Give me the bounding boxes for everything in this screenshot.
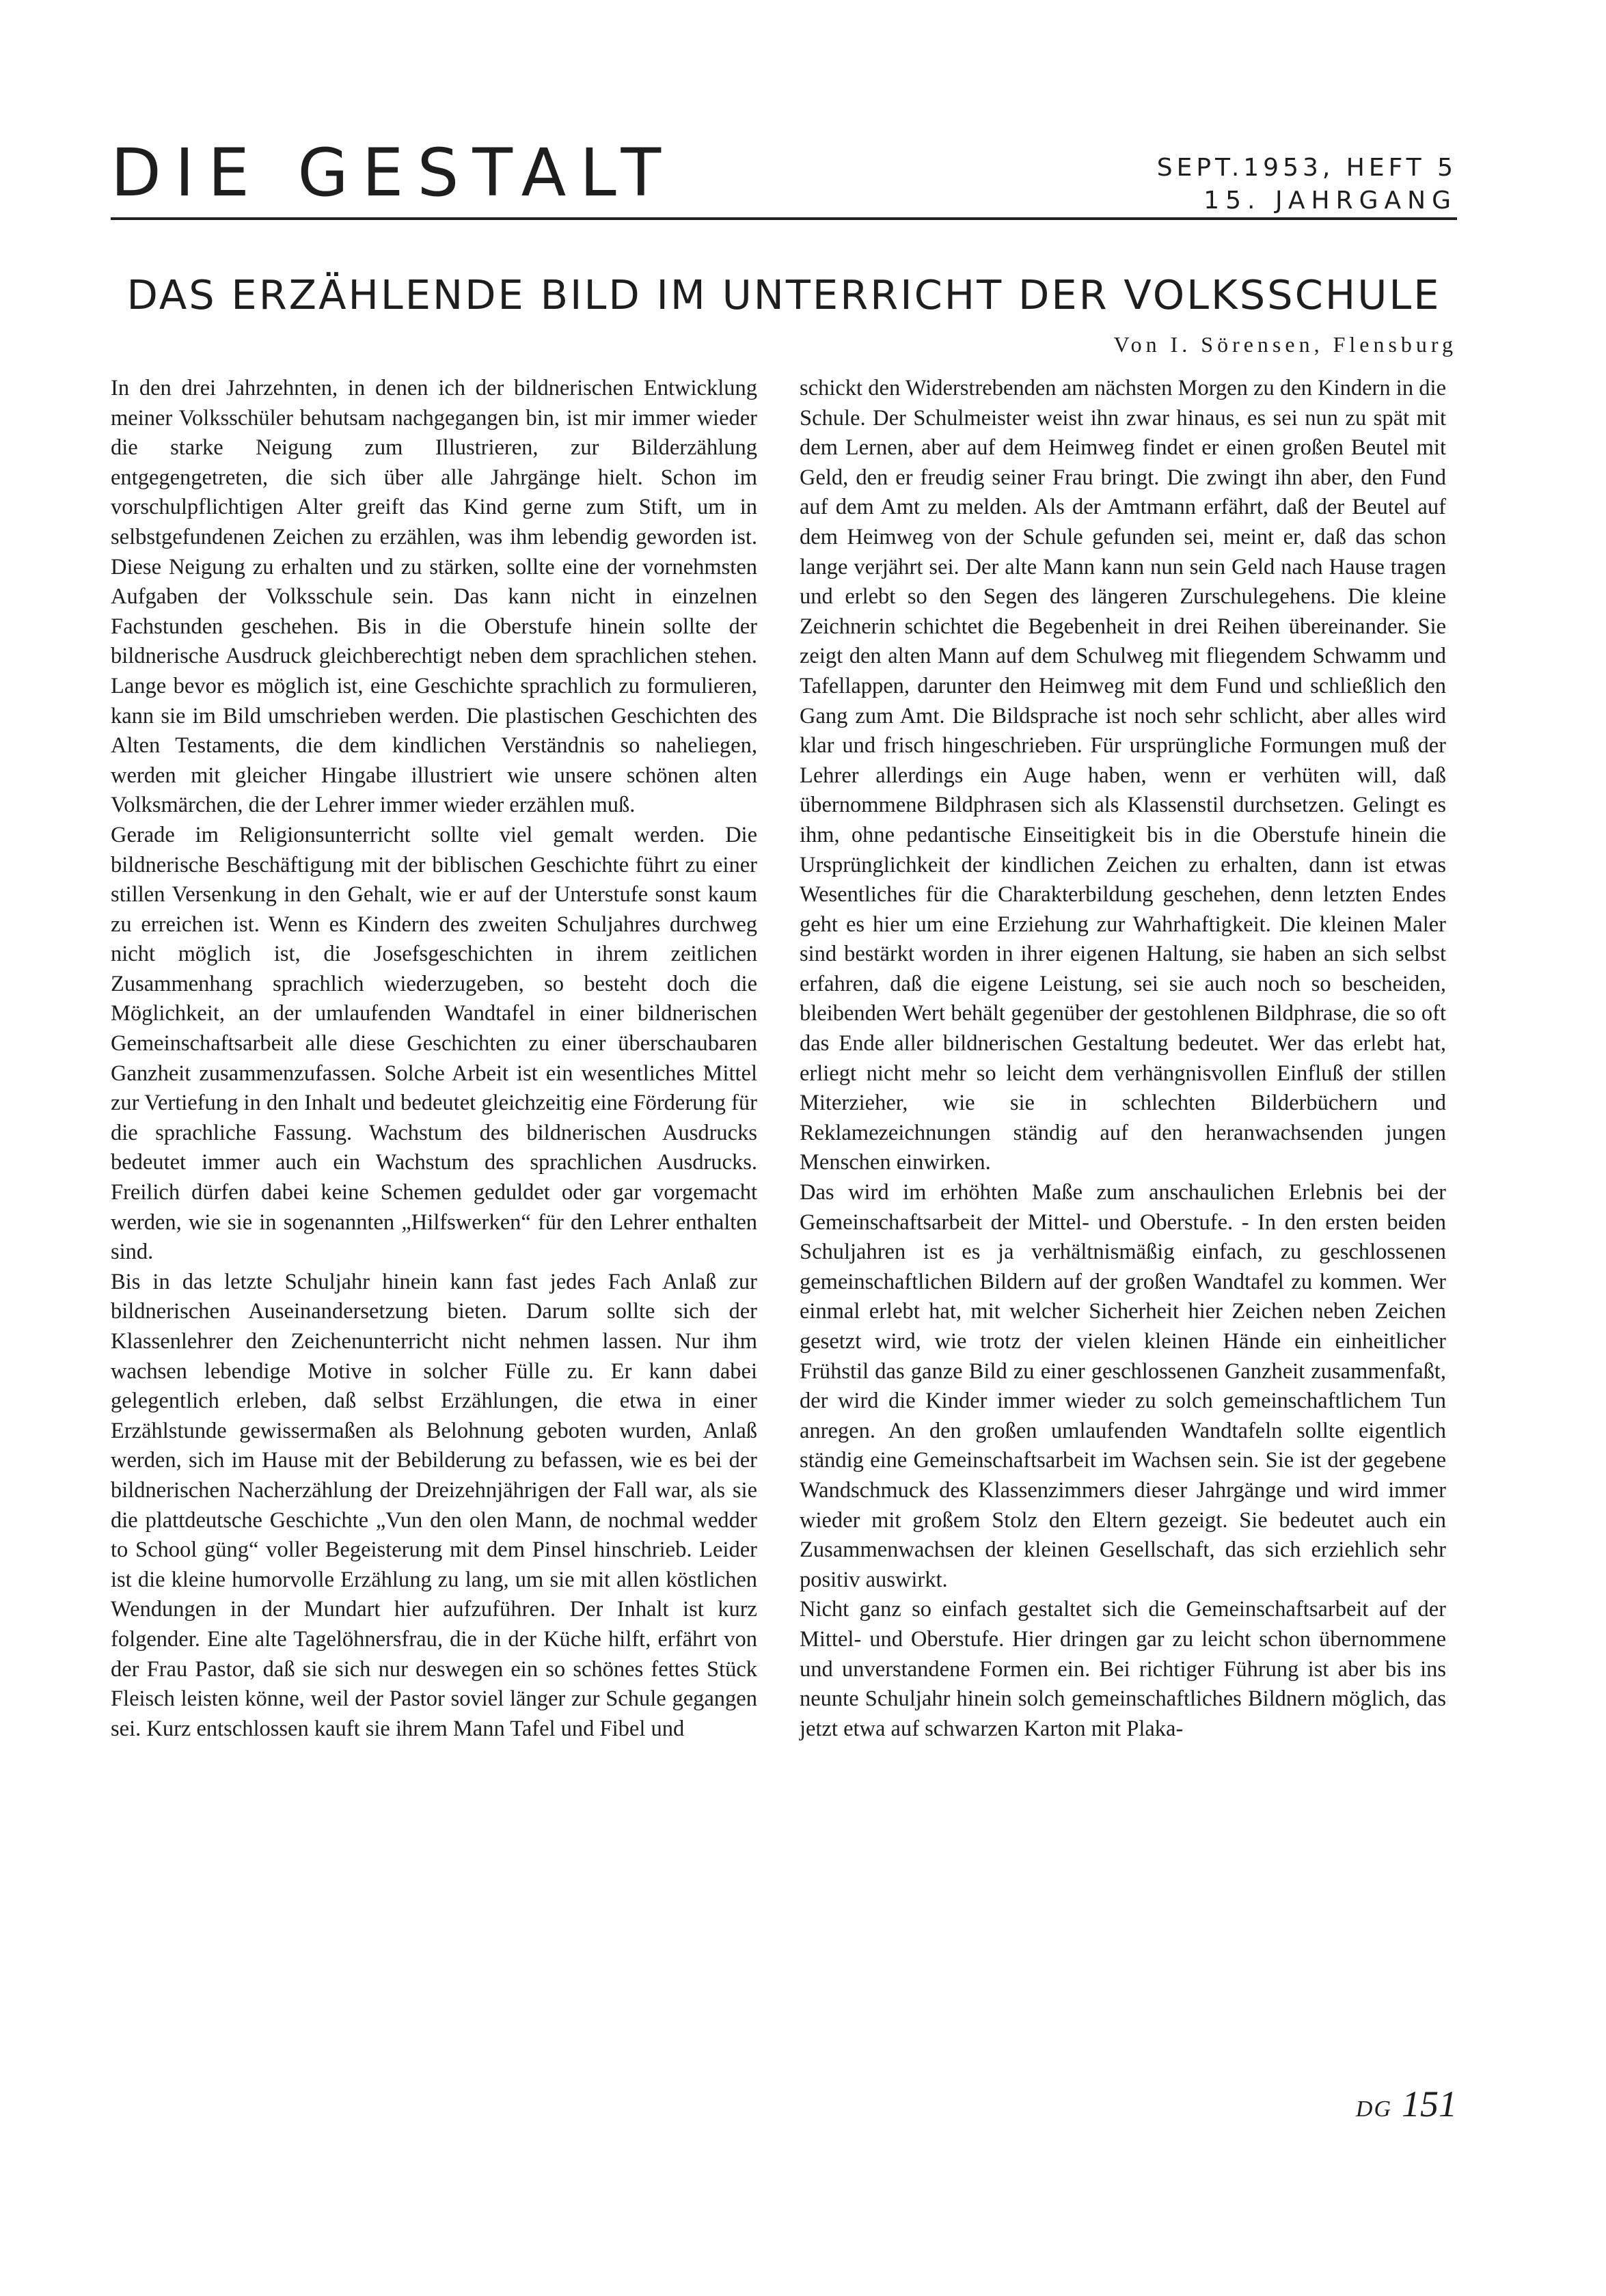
paragraph: schickt den Widerstrebenden am nächsten Morgen zu den Kindern in die Schule. Der Schulmeister weist ihn zwar hinaus, es sei nun zu spät mit dem Lernen, aber auf dem Heimweg findet er einen großen Beutel mit Geld, den er freudig seiner Frau bringt. Die zwingt ihn aber, den Fund auf dem Amt zu melden. Als der Amtmann erfährt, daß der Beutel auf dem Heimweg von der Schule gefunden sei, meint er, daß das schon lange verjährt sei. Der alte Mann kann nun sein Geld nach Hause tragen und erlebt so den Segen des längeren Zurschulegehens. Die kleine Zeichnerin schichtet die Begebenheit in drei Reihen übereinander. Sie zeigt den alten Mann auf dem Schulweg mit fliegendem Schwamm und Tafellappen, darunter den Heimweg mit dem Fund und schließlich den Gang zum Amt. Die Bildsprache ist noch sehr schlicht, aber alles wird klar und frisch hingeschrieben. Für ursprüngliche Formungen muß der Lehrer allerdings ein Auge haben, wenn er verhüten will, daß übernommene Bildphrasen sich als Klassenstil durchsetzen. Gelingt es ihm, ohne pedantische Einseitigkeit bis in die Oberstufe hinein die Ursprünglichkeit der kindlichen Zeichen zu erhalten, dann ist etwas Wesentliches für die Charakterbildung geschehen, denn letzten Endes geht es hier um eine Erziehung zur Wahrhaftigkeit. Die kleinen Maler sind bestärkt worden in ihrer eigenen Haltung, sie haben an sich selbst erfahren, daß die eigene Leistung, sei sie auch noch so bescheiden, bleibenden Wert behält gegenüber der gestohlenen Bildphrase, die so oft das Ende aller bildnerischen Gestaltung bedeutet. Wer das erlebt hat, erliegt nicht mehr so leicht dem verhängnisvollen Einfluß der stillen Miterzieher, wie sie in schlechten Bilderbüchern und Reklamezeichnungen ständig auf den heranwachsenden jungen Menschen einwirken. — [800, 376, 1446, 1175]
left-column — [111, 374, 757, 1744]
paragraph: In den drei Jahrzehnten, in denen ich der bildnerischen Entwicklung meiner Volksschüler behutsam nachgegangen bin, ist mir immer wieder die starke Neigung zum Illustrieren, zur Bilderzählung entgegengetreten, die sich über alle Jahrgänge hielt. Schon im vorschulpflichtigen Alter greift das Kind gerne zum Stift, um in selbstgefundenen Zeichen zu erzählen, was ihm lebendig geworden ist. Diese Neigung zu erhalten und zu stärken, sollte eine der vornehmsten Aufgaben der Volksschule sein. Das kann nicht in einzelnen Fachstunden geschehen. Bis in die Oberstufe hinein sollte der bildnerische Ausdruck gleichberechtigt neben dem sprachlichen stehen. Lange bevor es möglich ist, eine Geschichte sprachlich zu formulieren, kann sie im Bild umschrieben werden. Die plastischen Geschichten des Alten Testaments, die dem kindlichen Verständnis so naheliegen, werden mit gleicher Hingabe illustriert wie unsere schönen alten Volksmärchen, die der Lehrer immer wieder erzählen muß. — [111, 376, 757, 818]
masthead-title: DIE GESTALT — [111, 135, 675, 211]
issue-date: SEPT.1953, HEFT 5 — [1156, 154, 1457, 182]
paragraph: Das wird im erhöhten Maße zum anschaulichen Erlebnis bei der Gemeinschaftsarbeit der Mittel- und Oberstufe. - In den ersten beiden Schuljahren ist es ja verhältnismäßig einfach, zu geschlossenen gemeinschaftlichen Bildern auf der großen Wandtafel zu kommen. Wer einmal erlebt hat, mit welcher Sicherheit hier Zeichen neben Zeichen gesetzt wird, wie trotz der vielen kleinen Hände ein einheitlicher Frühstil das ganze Bild zu einer geschlossenen Ganzheit zusammenfaßt, der wird die Kinder immer wieder zu solch gemeinschaftlichem Tun anregen. An den großen umlaufenden Wandtafeln sollte eigentlich ständig eine Gemeinschaftsarbeit im Wachsen sein. Sie ist der gegebene Wandschmuck des Klassenzimmers dieser Jahrgänge und wird immer wieder mit großem Stolz den Eltern gezeigt. Sie bedeutet auch ein Zusammenwachsen der kleinen Gesellschaft, das sich erziehlich sehr positiv auswirkt. — [800, 1180, 1446, 1592]
right-column — [800, 374, 1446, 1744]
header-rule — [111, 217, 1457, 220]
issue-info — [1157, 152, 1457, 217]
issue-volume: 15. JAHRGANG — [1203, 187, 1457, 215]
paragraph: Gerade im Religionsunterricht sollte viel gemalt werden. Die bildnerische Beschäftigung mit der biblischen Geschichte führt zu einer stillen Versenkung in den Gehalt, wie er auf der Unterstufe sonst kaum zu erreichen ist. Wenn es Kindern des zweiten Schuljahres durchweg nicht möglich ist, die Josefsgeschichten in ihrem zeitlichen Zusammenhang sprachlich wiederzugeben, so besteht doch die Möglichkeit, an der umlaufenden Wandtafel in einer bildnerischen Gemeinschaftsarbeit alle diese Geschichten zu einer überschaubaren Ganzheit zusammenzufassen. Solche Arbeit ist ein wesentliches Mittel zur Vertiefung in den Inhalt und bedeutet gleichzeitig eine Förderung für die sprachliche Fassung. Wachstum des bildnerischen Ausdrucks bedeutet immer auch ein Wachstum des sprachlichen Ausdrucks. Freilich dürfen dabei keine Schemen geduldet oder gar vorgemacht werden, wie sie in sogenannten „Hilfswerken“ für den Lehrer enthalten sind. — [111, 822, 757, 1265]
page-number — [1355, 2083, 1457, 2124]
paragraph: Bis in das letzte Schuljahr hinein kann fast jedes Fach Anlaß zur bildnerischen Auseinandersetzung bieten. Darum sollte sich der Klassenlehrer den Zeichenunterricht nicht nehmen lassen. Nur ihm wachsen lebendige Motive in solcher Fülle zu. Er kann dabei gelegentlich erleben, daß selbst Erzählungen, die etwa in einer Erzählstunde gewissermaßen als Belohnung geboten wurden, Anlaß werden, sich im Hause mit der Bebilderung zu befassen, wie es bei der bildnerischen Nacherzählung der Dreizehnjährigen der Fall war, als sie die plattdeutsche Geschichte „Vun den olen Mann, de nochmal wedder to School güng“ voller Begeisterung mit dem Pinsel hinschrieb. Leider ist die kleine humorvolle Erzählung zu lang, um sie mit allen köstlichen Wendungen in der Mundart hier aufzuführen. Der Inhalt ist kurz folgender. Eine alte Tagelöhnersfrau, die in der Küche hilft, erfährt von der Frau Pastor, daß sie sich nur deswegen ein so schönes fettes Stück Fleisch leisten könne, weil der Pastor soviel länger zur Schule gegangen sei. Kurz entschlossen kauft sie ihrem Mann Tafel und Fibel und — [111, 1269, 757, 1741]
paragraph: Nicht ganz so einfach gestaltet sich die Gemeinschaftsarbeit auf der Mittel- und Oberstufe. Hier dringen gar zu leicht schon übernommene und unverstandene Formen ein. Bei richtiger Führung ist aber bis ins neunte Schuljahr hinein solch gemeinschaftliches Bildnern möglich, das jetzt etwa auf schwarzen Karton mit Plaka- — [800, 1597, 1446, 1741]
article-title: DAS ERZÄHLENDE BILD IM UNTERRICHT DER VOLKSSCHULE — [126, 271, 1441, 318]
article-byline: Von I. Sörensen, Flensburg — [1113, 332, 1457, 357]
journal-abbreviation: DG — [1355, 2096, 1392, 2122]
page-number-value: 151 — [1402, 2083, 1457, 2124]
